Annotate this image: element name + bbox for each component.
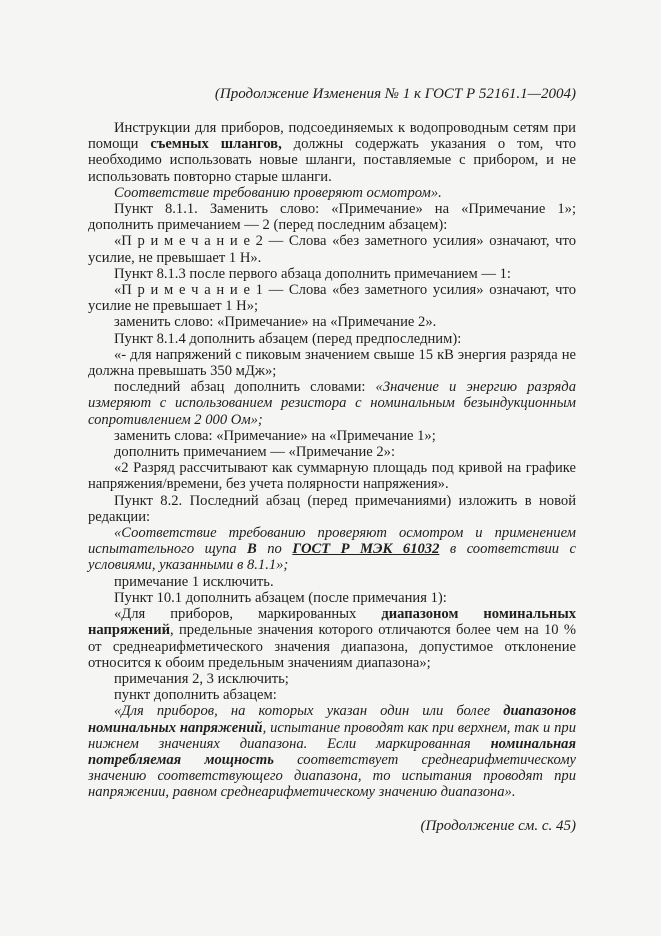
paragraph	[88, 460, 576, 492]
text-run: дополнить примечанием — «Примечание 2»:	[114, 444, 396, 461]
paragraph	[88, 687, 576, 703]
text-run: должны содержать указания о том, что необходимо использовать новые шланги, поставляемые с прибором, и не использовать повторно старые шланги.	[88, 136, 576, 185]
text-run: примечание 1 исключить.	[114, 573, 274, 590]
text-run: , испытание проводят как при верхнем, так и при нижнем значениях диапазона. Если маркированная	[88, 719, 577, 752]
text-column	[88, 86, 576, 835]
text-run: соответствует среднеарифметическому значению соответствующего диапазона, то испытания проводят при напряжении, равном среднеарифметическому значению диапазона».	[88, 751, 576, 801]
text-run: Инструкции для приборов, подсоединяемых к водопроводным сетям при помощи	[88, 120, 576, 153]
paragraph	[88, 201, 576, 233]
paragraph	[88, 314, 576, 330]
document-body	[88, 120, 576, 801]
text-run: в соответствии с условиями, указанными в 8.1.1»;	[88, 541, 577, 574]
text-run: «2 Разряд рассчитывают как суммарную площадь под кривой на графике напряжения/времени, без учета полярности напряжения».	[88, 460, 576, 493]
text-run: «Соответствие требованию проверяют осмотром и применением испытательного щупа	[88, 525, 576, 558]
paragraph	[88, 120, 576, 185]
text-run: В	[247, 541, 257, 558]
text-run: «Значение и энергию разряда измеряют с использованием резистора с номинальным безындукционным сопротивлением 2 000 Ом»;	[88, 379, 576, 428]
text-run: диапазонов номинальных напряжений	[88, 703, 576, 736]
paragraph	[88, 525, 576, 574]
text-run: заменить слова: «Примечание» на «Примечание 1»;	[114, 427, 436, 444]
paragraph	[88, 347, 576, 379]
text-run: примечания 2, 3 исключить;	[114, 670, 289, 687]
paragraph	[88, 233, 576, 265]
text-run: заменить слово: «Примечание» на «Примечание 2».	[114, 314, 437, 331]
text-run: «Для приборов, маркированных	[114, 606, 382, 623]
text-run: Пункт 8.1.1. Заменить слово: «Примечание» на «Примечание 1»; дополнить примечанием — 2 (перед последним абзацем):	[88, 201, 576, 234]
paragraph	[88, 379, 576, 428]
paragraph	[88, 266, 576, 282]
paragraph	[88, 606, 576, 671]
text-run: Пункт 8.1.3 после первого абзаца дополнить примечанием — 1:	[114, 265, 511, 282]
text-run: «- для напряжений с пиковым значением свыше 15 кВ энергия разряда не должна превышать 350 мДж»;	[88, 346, 576, 380]
paragraph	[88, 671, 576, 687]
paragraph	[88, 444, 576, 460]
text-run: Пункт 10.1 дополнить абзацем (после примечания 1):	[114, 589, 447, 606]
paragraph	[88, 590, 576, 606]
text-run: по	[256, 541, 293, 558]
paragraph	[88, 185, 576, 201]
paragraph	[88, 574, 576, 590]
text-run: ГОСТ Р МЭК 61032	[292, 541, 440, 558]
paragraph	[88, 331, 576, 347]
text-run: Соответствие требованию проверяют осмотром».	[114, 184, 442, 201]
text-run: номинальная потребляемая мощность	[88, 735, 576, 768]
text-run: последний абзац дополнить словами:	[114, 379, 376, 396]
continuation-footer: (Продолжение см. с. 45)	[420, 817, 576, 834]
paragraph	[88, 703, 576, 800]
text-run: пункт дополнить абзацем:	[114, 687, 277, 704]
text-run: «П р и м е ч а н и е 1 — Слова «без заметного усилия» означают, что усилие не превышает 1 Н»;	[88, 282, 576, 315]
paragraph	[88, 428, 576, 444]
text-run: «П р и м е ч а н и е 2 — Слова «без заметного усилия» означают, что усилие, не превышает 1 Н».	[88, 233, 576, 266]
paragraph	[88, 282, 576, 314]
text-run: , предельные значения которого отличаются более чем на 10 % от среднеарифметического значения диапазона, допустимое отклонение относится к обоим предельным значениям диапазона»;	[88, 622, 576, 671]
continuation-header: (Продолжение Изменения № 1 к ГОСТ Р 52161.1—2004)	[214, 86, 576, 102]
paragraph	[88, 493, 576, 525]
text-run: Пункт 8.2. Последний абзац (перед примечаниями) изложить в новой редакции:	[88, 492, 576, 525]
text-run: «Для приборов, на которых указан один или более	[114, 703, 504, 720]
text-run: съемных шлангов,	[150, 136, 282, 153]
text-run: Пункт 8.1.4 дополнить абзацем (перед предпоследним):	[114, 330, 462, 347]
text-run: диапазоном номинальных напряжений	[88, 606, 577, 639]
